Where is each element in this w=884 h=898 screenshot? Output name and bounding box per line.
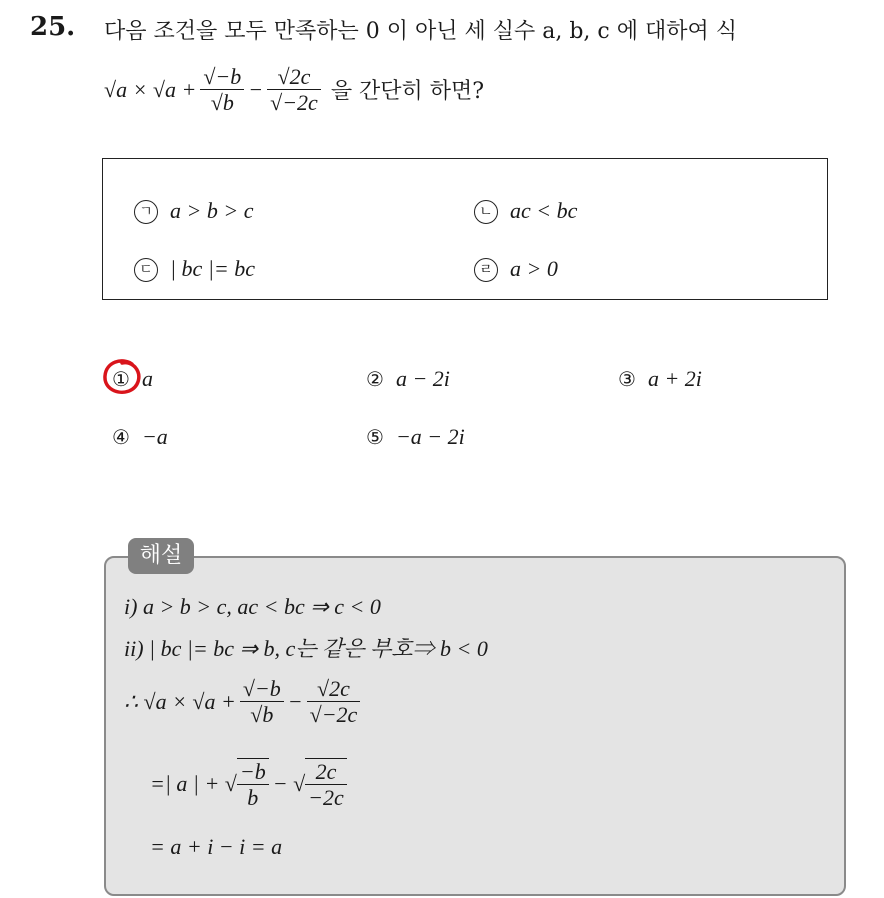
condition-mark: ㄱ [134, 200, 158, 224]
question-text: 다음 조건을 모두 만족하는 0 이 아닌 세 실수 a, b, c 에 대하여 식 [104, 19, 737, 44]
question-expression [104, 64, 484, 116]
fraction-denominator: b [247, 785, 259, 811]
choice-number: ③ [618, 367, 636, 391]
choice-text: a [141, 366, 153, 391]
expr-fraction-2 [267, 64, 321, 116]
choice-text: −a [141, 424, 168, 449]
choice-number: ② [366, 367, 384, 391]
condition-mark: ㄹ [474, 258, 498, 282]
fraction-denominator: −2c [308, 785, 344, 811]
choice-3[interactable] [618, 366, 702, 392]
fraction-numerator: √2c [277, 64, 311, 89]
choice-number: ④ [112, 425, 130, 449]
choice-1[interactable] [112, 366, 153, 392]
condition-text: ac < bc [510, 198, 578, 223]
condition-text: | bc |= bc [170, 256, 255, 281]
fraction-numerator: √2c [317, 676, 350, 701]
choice-text: −a − 2i [395, 424, 465, 449]
fraction-denominator: √−2c [309, 702, 358, 728]
line3-lhs: ∴ √a × √a + [124, 688, 236, 714]
solution-line-1: i) a > b > c, ac < bc ⇒ c < 0 [124, 594, 381, 619]
line4-mid: − √ [272, 771, 306, 797]
line3-fraction-1 [240, 676, 284, 728]
choice-2[interactable] [366, 366, 450, 392]
solution-label: 해설 [128, 538, 194, 574]
solution-line-3 [124, 676, 364, 728]
condition-2 [474, 198, 577, 224]
fraction-denominator: √b [250, 702, 274, 728]
choice-number: ⑤ [366, 425, 384, 449]
choice-text: a + 2i [647, 366, 702, 391]
line4-fraction-1 [237, 758, 269, 811]
expr-minus: − [248, 76, 264, 102]
question-number: 25. [30, 12, 76, 42]
choice-5[interactable] [366, 424, 465, 450]
fraction-numerator: −b [239, 759, 266, 784]
solution-line-4 [150, 758, 351, 811]
expr-fraction-1 [200, 64, 244, 116]
line3-fraction-2 [307, 676, 361, 728]
condition-text: a > 0 [510, 256, 558, 281]
condition-mark: ㄴ [474, 200, 498, 224]
solution-line-2: ii) | bc |= bc ⇒ b, c는 같은 부호⇒ b < 0 [124, 636, 488, 661]
choice-4[interactable] [112, 424, 168, 450]
condition-4 [474, 256, 558, 282]
choice-number: ① [112, 367, 130, 391]
solution-line-5: = a + i − i = a [150, 834, 283, 859]
fraction-numerator: √−b [242, 676, 281, 701]
fraction-numerator: √−b [203, 64, 242, 89]
condition-1 [134, 198, 253, 224]
line3-minus: − [287, 688, 303, 714]
question-tail: 을 간단히 하면? [330, 79, 485, 105]
condition-text: a > b > c [170, 198, 254, 223]
condition-3 [134, 256, 255, 282]
line4-fraction-2 [305, 758, 347, 811]
choice-text: a − 2i [395, 366, 450, 391]
expr-lhs: √a × √a + [104, 76, 197, 102]
line4-lhs: =| a | + √ [150, 771, 237, 797]
condition-mark: ㄷ [134, 258, 158, 282]
fraction-denominator: √−2c [270, 90, 318, 116]
fraction-numerator: 2c [315, 759, 337, 784]
fraction-denominator: √b [210, 90, 234, 116]
